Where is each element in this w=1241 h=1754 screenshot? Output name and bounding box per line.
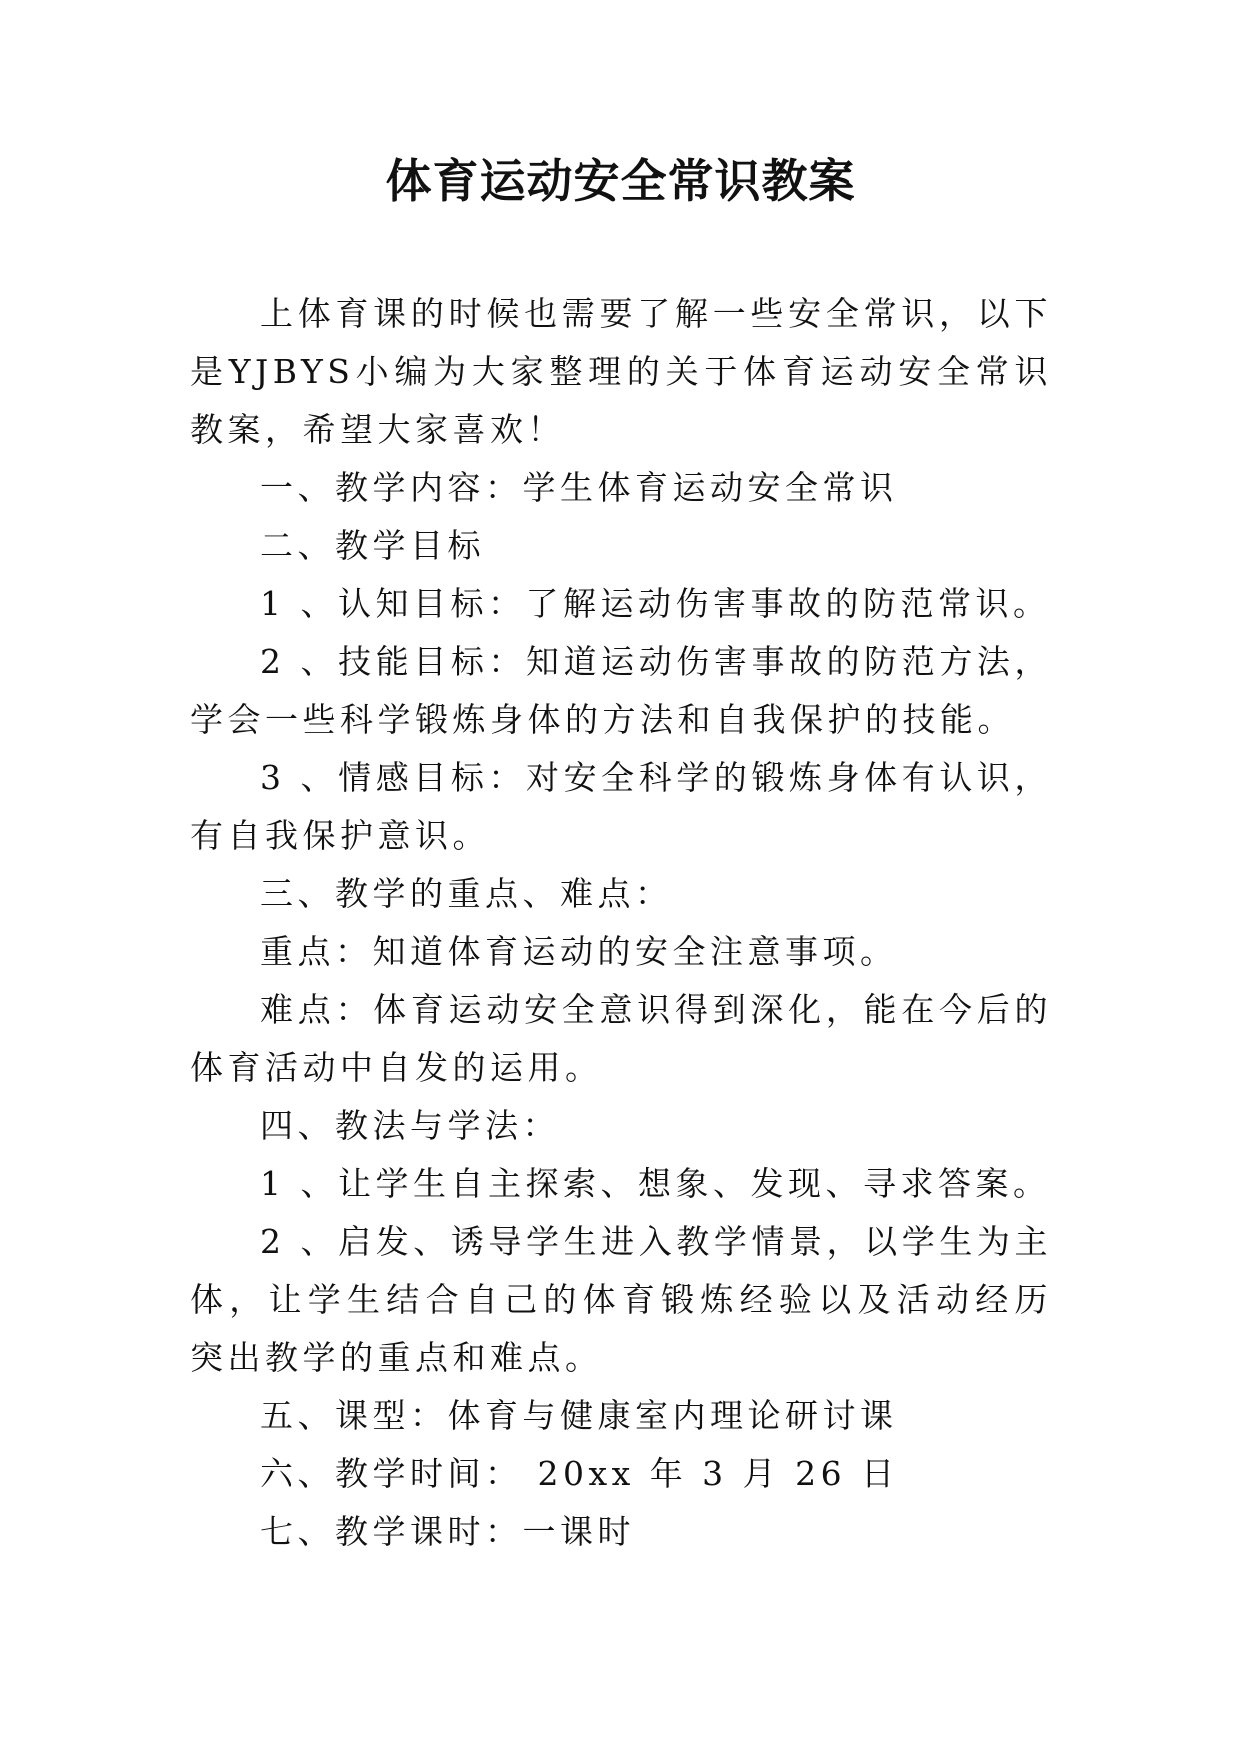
paragraph-key-points-heading: 三、教学的重点、难点：	[260, 874, 673, 913]
paragraph-intro: 上体育课的时候也需要了解一些安全常识，以下是YJBYS小编为大家整理的关于体育运动安全常识教案，希望大家喜欢！	[190, 294, 1052, 449]
paragraph-key-point: 重点：知道体育运动的安全注意事项。	[260, 932, 898, 971]
paragraph-method-2: 2 、启发、诱导学生进入教学情景，以学生为主体，让学生结合自己的体育锻炼经验以及活动经历突出教学的重点和难点。	[190, 1222, 1052, 1377]
paragraph-teaching-time: 六、教学时间： 20xx 年 3 月 26 日	[260, 1454, 899, 1493]
paragraph-methods-heading: 四、教法与学法：	[260, 1106, 560, 1145]
paragraph-cognitive-goal: 1 、认知目标：了解运动伤害事故的防范常识。	[260, 584, 1051, 623]
document-body	[190, 285, 1052, 1561]
paragraph-teaching-goals-heading: 二、教学目标	[260, 526, 485, 565]
paragraph-skill-goal: 2 、技能目标：知道运动伤害事故的防范方法，学会一些科学锻炼身体的方法和自我保护的技能。	[190, 642, 1052, 739]
paragraph-method-1: 1 、让学生自主探索、想象、发现、寻求答案。	[260, 1164, 1051, 1203]
paragraph-emotional-goal: 3 、情感目标：对安全科学的锻炼身体有认识，有自我保护意识。	[190, 758, 1052, 855]
paragraph-class-hours: 七、教学课时：一课时	[260, 1512, 635, 1551]
document-title: 体育运动安全常识教案	[385, 154, 856, 208]
paragraph-lesson-type: 五、课型：体育与健康室内理论研讨课	[260, 1396, 898, 1435]
paragraph-difficulty: 难点：体育运动安全意识得到深化，能在今后的体育活动中自发的运用。	[190, 990, 1052, 1087]
paragraph-teaching-content: 一、教学内容：学生体育运动安全常识	[260, 468, 898, 507]
